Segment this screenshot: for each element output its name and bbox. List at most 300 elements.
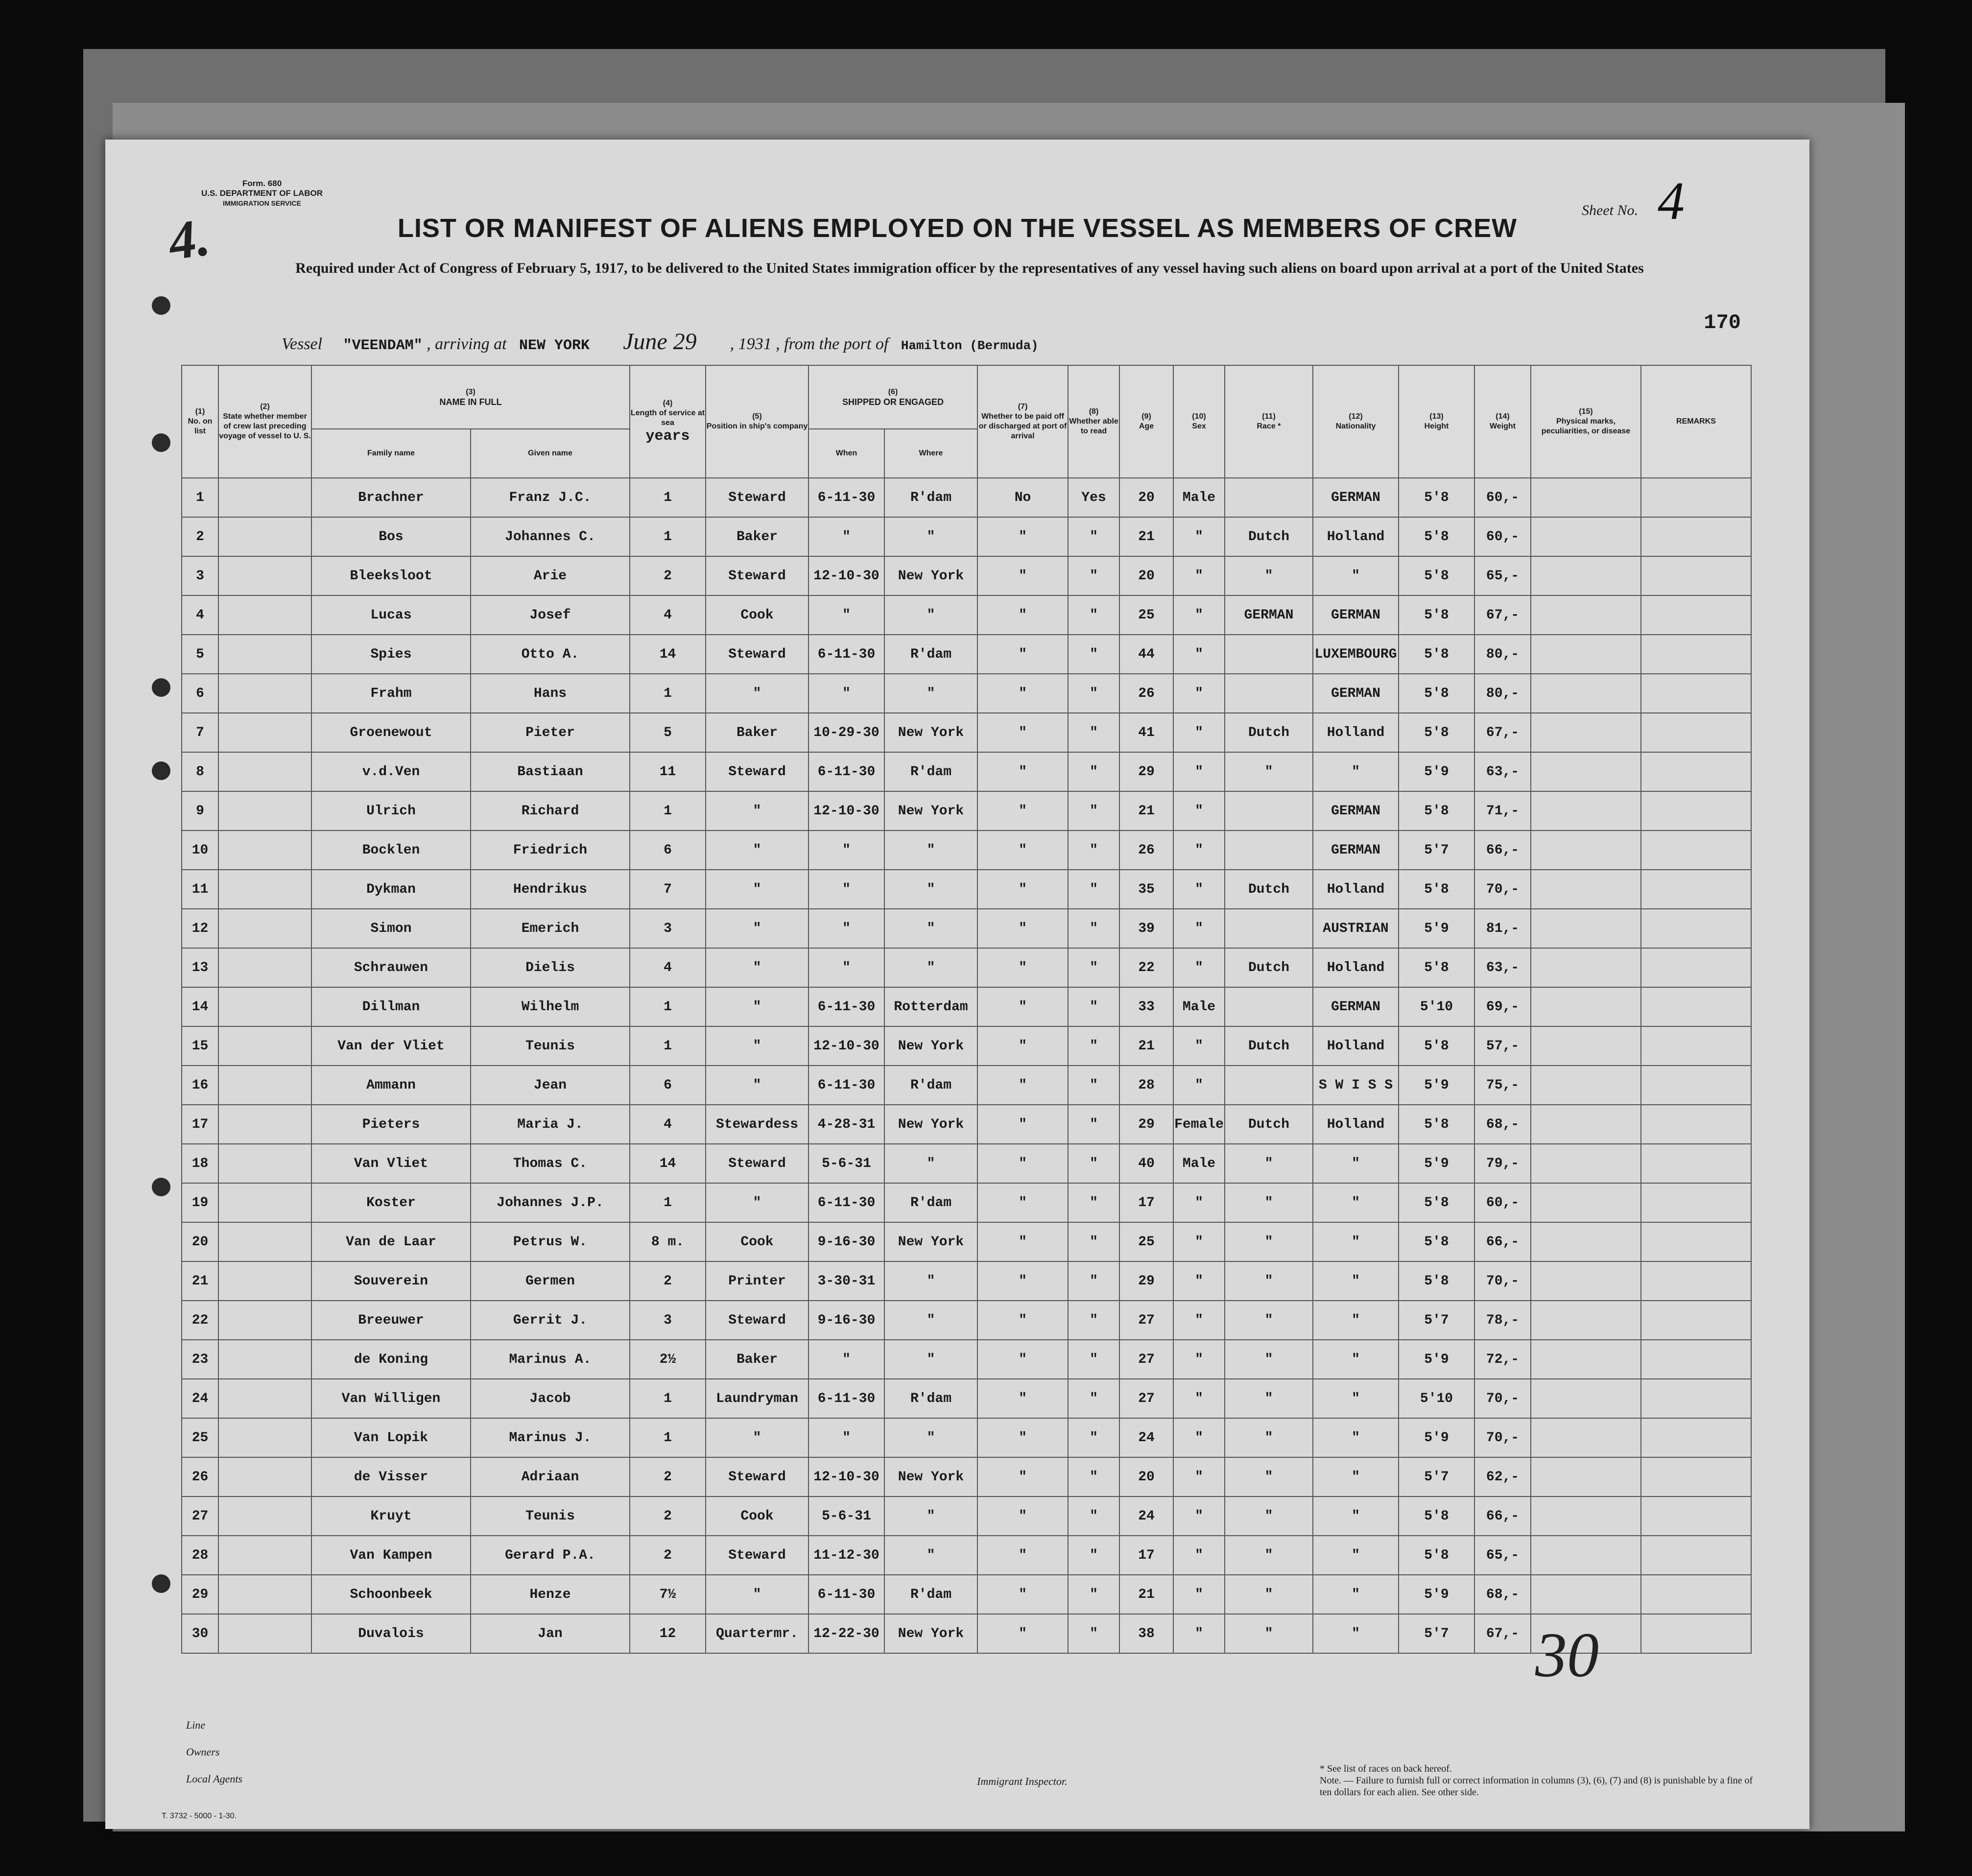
family-name: Ammann [311, 1066, 471, 1105]
remarks [1641, 1144, 1751, 1183]
nationality: " [1313, 1340, 1399, 1379]
physical-marks [1531, 1144, 1641, 1183]
able-to-read: " [1068, 1379, 1119, 1418]
able-to-read: " [1068, 870, 1119, 909]
shipped-where: New York [884, 1457, 977, 1496]
position: Printer [706, 1261, 808, 1301]
shipped-where: " [884, 1496, 977, 1536]
state-cell [218, 674, 311, 713]
position: " [706, 674, 808, 713]
physical-marks [1531, 1379, 1641, 1418]
weight: 72,- [1474, 1340, 1531, 1379]
service-years: 1 [630, 1183, 706, 1222]
position: Laundryman [706, 1379, 808, 1418]
race [1225, 478, 1313, 517]
row-number: 23 [182, 1340, 218, 1379]
age: 20 [1119, 478, 1173, 517]
footnotes [1320, 1763, 1760, 1798]
page-subtitle: Required under Act of Congress of February 5, 1917, to be delivered to the United States immigration officer by the representatives of any vessel having such aliens on board upon arrival at a port of the United States [295, 260, 1644, 276]
row-number: 12 [182, 909, 218, 948]
state-cell [218, 831, 311, 870]
shipped-where: " [884, 595, 977, 635]
shipped-when: 6-11-30 [808, 478, 884, 517]
remarks [1641, 478, 1751, 517]
position: " [706, 1418, 808, 1457]
col-header-remarks: REMARKS [1641, 365, 1751, 478]
table-row [182, 1026, 1751, 1066]
shipped-where: " [884, 517, 977, 556]
remarks [1641, 909, 1751, 948]
table-row [182, 1144, 1751, 1183]
table-row [182, 713, 1751, 752]
state-cell [218, 1418, 311, 1457]
weight: 69,- [1474, 987, 1531, 1026]
col-header-when: When [808, 429, 884, 478]
crew-manifest-table [181, 365, 1752, 1654]
race: " [1225, 1614, 1313, 1653]
position: " [706, 1026, 808, 1066]
able-to-read: " [1068, 909, 1119, 948]
punch-hole [152, 1178, 170, 1196]
race: Dutch [1225, 870, 1313, 909]
given-name: Hans [471, 674, 630, 713]
nationality: " [1313, 1575, 1399, 1614]
family-name: Dillman [311, 987, 471, 1026]
service-years: 2 [630, 556, 706, 595]
row-number: 28 [182, 1536, 218, 1575]
given-name: Gerard P.A. [471, 1536, 630, 1575]
family-name: Breeuwer [311, 1301, 471, 1340]
family-name: Ulrich [311, 791, 471, 831]
service-name: IMMIGRATION SERVICE [223, 199, 301, 207]
family-name: Souverein [311, 1261, 471, 1301]
sex: " [1173, 1418, 1225, 1457]
table-row [182, 909, 1751, 948]
shipped-where: " [884, 1144, 977, 1183]
col-header-weight: (14) Weight [1474, 365, 1531, 478]
height: 5'9 [1399, 752, 1474, 791]
remarks [1641, 1183, 1751, 1222]
nationality: Holland [1313, 1026, 1399, 1066]
able-to-read: " [1068, 1614, 1119, 1653]
sex: " [1173, 595, 1225, 635]
family-name: Bos [311, 517, 471, 556]
race [1225, 987, 1313, 1026]
state-cell [218, 635, 311, 674]
col-header-age: (9) Age [1119, 365, 1173, 478]
shipped-when: 6-11-30 [808, 1575, 884, 1614]
remarks [1641, 870, 1751, 909]
col-header-service: (4) Length of service at sea years [630, 365, 706, 478]
table-row [182, 831, 1751, 870]
able-to-read: " [1068, 1222, 1119, 1261]
position: Stewardess [706, 1105, 808, 1144]
state-cell [218, 909, 311, 948]
nationality: Holland [1313, 517, 1399, 556]
height: 5'9 [1399, 1575, 1474, 1614]
paid-off: " [977, 1457, 1068, 1496]
service-years: 5 [630, 713, 706, 752]
table-row [182, 987, 1751, 1026]
height: 5'8 [1399, 1496, 1474, 1536]
family-name: Duvalois [311, 1614, 471, 1653]
remarks [1641, 713, 1751, 752]
shipped-where: " [884, 1261, 977, 1301]
shipped-where: " [884, 1418, 977, 1457]
table-row [182, 870, 1751, 909]
shipped-where: New York [884, 556, 977, 595]
physical-marks [1531, 478, 1641, 517]
state-cell [218, 752, 311, 791]
paid-off: " [977, 713, 1068, 752]
service-years: 6 [630, 831, 706, 870]
col-header-nationality: (12) Nationality [1313, 365, 1399, 478]
physical-marks [1531, 948, 1641, 987]
remarks [1641, 1575, 1751, 1614]
height: 5'9 [1399, 1340, 1474, 1379]
page-title: LIST OR MANIFEST OF ALIENS EMPLOYED ON THE VESSEL AS MEMBERS OF CREW [397, 214, 1518, 243]
row-number: 9 [182, 791, 218, 831]
physical-marks [1531, 1340, 1641, 1379]
family-name: Bleeksloot [311, 556, 471, 595]
row-number: 6 [182, 674, 218, 713]
weight: 68,- [1474, 1575, 1531, 1614]
physical-marks [1531, 909, 1641, 948]
physical-marks [1531, 870, 1641, 909]
row-number: 26 [182, 1457, 218, 1496]
state-cell [218, 478, 311, 517]
nationality: LUXEMBOURG [1313, 635, 1399, 674]
given-name: Maria J. [471, 1105, 630, 1144]
paid-off: " [977, 1418, 1068, 1457]
given-name: Jacob [471, 1379, 630, 1418]
race: Dutch [1225, 1105, 1313, 1144]
col-header-physical: (15) Physical marks, peculiarities, or disease [1531, 365, 1641, 478]
remarks [1641, 1301, 1751, 1340]
state-cell [218, 1066, 311, 1105]
age: 21 [1119, 791, 1173, 831]
family-name: Bocklen [311, 831, 471, 870]
height: 5'7 [1399, 1614, 1474, 1653]
race: " [1225, 556, 1313, 595]
family-name: de Koning [311, 1340, 471, 1379]
paid-off: " [977, 1261, 1068, 1301]
given-name: Henze [471, 1575, 630, 1614]
family-name: v.d.Ven [311, 752, 471, 791]
shipped-when: 6-11-30 [808, 1379, 884, 1418]
race [1225, 635, 1313, 674]
position: Steward [706, 635, 808, 674]
position: Baker [706, 1340, 808, 1379]
physical-marks [1531, 713, 1641, 752]
given-name: Wilhelm [471, 987, 630, 1026]
row-number: 18 [182, 1144, 218, 1183]
paid-off: " [977, 909, 1068, 948]
table-row [182, 1496, 1751, 1536]
weight: 63,- [1474, 948, 1531, 987]
age: 33 [1119, 987, 1173, 1026]
shipped-where: Rotterdam [884, 987, 977, 1026]
arrival-year: , 1931 [730, 335, 772, 353]
paid-off: " [977, 1340, 1068, 1379]
physical-marks [1531, 1301, 1641, 1340]
row-number: 4 [182, 595, 218, 635]
row-number: 20 [182, 1222, 218, 1261]
state-cell [218, 1457, 311, 1496]
age: 29 [1119, 1105, 1173, 1144]
age: 29 [1119, 752, 1173, 791]
height: 5'8 [1399, 635, 1474, 674]
nationality: " [1313, 556, 1399, 595]
service-years: 1 [630, 674, 706, 713]
sex: " [1173, 870, 1225, 909]
position: Steward [706, 752, 808, 791]
service-years: 1 [630, 478, 706, 517]
shipped-when: 4-28-31 [808, 1105, 884, 1144]
able-to-read: " [1068, 1457, 1119, 1496]
col-header-state: (2) State whether member of crew last preceding voyage of vessel to U. S. [218, 365, 311, 478]
sex: " [1173, 1261, 1225, 1301]
height: 5'8 [1399, 1536, 1474, 1575]
able-to-read: " [1068, 595, 1119, 635]
service-years: 3 [630, 909, 706, 948]
sex: " [1173, 1340, 1225, 1379]
height: 5'8 [1399, 713, 1474, 752]
race: Dutch [1225, 517, 1313, 556]
shipped-when: 12-10-30 [808, 556, 884, 595]
able-to-read: " [1068, 635, 1119, 674]
weight: 70,- [1474, 870, 1531, 909]
able-to-read: " [1068, 1496, 1119, 1536]
physical-marks [1531, 1536, 1641, 1575]
weight: 66,- [1474, 831, 1531, 870]
height: 5'8 [1399, 1105, 1474, 1144]
shipped-where: " [884, 948, 977, 987]
age: 39 [1119, 909, 1173, 948]
paid-off: " [977, 635, 1068, 674]
shipped-when: " [808, 674, 884, 713]
race: " [1225, 1144, 1313, 1183]
race: " [1225, 1222, 1313, 1261]
remarks [1641, 1340, 1751, 1379]
age: 41 [1119, 713, 1173, 752]
race: " [1225, 1536, 1313, 1575]
age: 22 [1119, 948, 1173, 987]
table-row [182, 517, 1751, 556]
family-name: Pieters [311, 1105, 471, 1144]
service-years: 6 [630, 1066, 706, 1105]
given-name: Bastiaan [471, 752, 630, 791]
race [1225, 674, 1313, 713]
position: " [706, 987, 808, 1026]
col-header-shipped: (6) SHIPPED OR ENGAGED [808, 365, 977, 429]
nationality: GERMAN [1313, 478, 1399, 517]
service-years: 7½ [630, 1575, 706, 1614]
weight: 63,- [1474, 752, 1531, 791]
nationality: S W I S S [1313, 1066, 1399, 1105]
shipped-where: R'dam [884, 1575, 977, 1614]
punch-hole [152, 1574, 170, 1593]
height: 5'8 [1399, 870, 1474, 909]
able-to-read: " [1068, 1418, 1119, 1457]
physical-marks [1531, 1105, 1641, 1144]
table-row [182, 595, 1751, 635]
family-name: Van Lopik [311, 1418, 471, 1457]
form-number: Form. 680 [242, 179, 282, 188]
col-header-read: (8) Whether able to read [1068, 365, 1119, 478]
shipped-when: 5-6-31 [808, 1496, 884, 1536]
inspector-label: Immigrant Inspector. [977, 1775, 1068, 1787]
table-row [182, 1066, 1751, 1105]
service-years: 14 [630, 1144, 706, 1183]
row-number: 5 [182, 635, 218, 674]
shipped-where: New York [884, 713, 977, 752]
col-header-family-name: Family name [311, 429, 471, 478]
nationality: " [1313, 1261, 1399, 1301]
shipped-where: New York [884, 1614, 977, 1653]
race: " [1225, 1575, 1313, 1614]
position: " [706, 870, 808, 909]
able-to-read: " [1068, 1183, 1119, 1222]
able-to-read: " [1068, 1340, 1119, 1379]
print-code: T. 3732 - 5000 - 1-30. [162, 1812, 237, 1820]
table-row [182, 1536, 1751, 1575]
col-header-name: (3) NAME IN FULL [311, 365, 630, 429]
table-row [182, 1614, 1751, 1653]
row-number: 22 [182, 1301, 218, 1340]
shipped-where: New York [884, 1026, 977, 1066]
sex: " [1173, 909, 1225, 948]
footnote-races: * See list of races on back hereof. [1320, 1763, 1452, 1774]
sex: " [1173, 1457, 1225, 1496]
sex: Male [1173, 987, 1225, 1026]
family-name: Schrauwen [311, 948, 471, 987]
service-years: 1 [630, 1379, 706, 1418]
punch-hole [152, 433, 170, 452]
department-name: U.S. DEPARTMENT OF LABOR [201, 189, 323, 198]
state-cell [218, 1026, 311, 1066]
weight: 62,- [1474, 1457, 1531, 1496]
given-name: Thomas C. [471, 1144, 630, 1183]
height: 5'8 [1399, 1026, 1474, 1066]
remarks [1641, 1614, 1751, 1653]
weight: 70,- [1474, 1418, 1531, 1457]
sex: " [1173, 791, 1225, 831]
weight: 68,- [1474, 1105, 1531, 1144]
paid-off: " [977, 752, 1068, 791]
remarks [1641, 1457, 1751, 1496]
height: 5'8 [1399, 517, 1474, 556]
state-cell [218, 713, 311, 752]
shipped-where: " [884, 1301, 977, 1340]
position: Steward [706, 1144, 808, 1183]
position: Cook [706, 595, 808, 635]
family-name: Van Willigen [311, 1379, 471, 1418]
given-name: Pieter [471, 713, 630, 752]
row-number: 25 [182, 1418, 218, 1457]
given-name: Dielis [471, 948, 630, 987]
paid-off: No [977, 478, 1068, 517]
sex: " [1173, 1379, 1225, 1418]
service-years: 2½ [630, 1340, 706, 1379]
service-years: 2 [630, 1536, 706, 1575]
weight: 80,- [1474, 635, 1531, 674]
shipped-when: 9-16-30 [808, 1222, 884, 1261]
height: 5'8 [1399, 674, 1474, 713]
stamp-number: 170 [1704, 311, 1741, 334]
paid-off: " [977, 987, 1068, 1026]
able-to-read: " [1068, 948, 1119, 987]
weight: 81,- [1474, 909, 1531, 948]
manifest-sheet [105, 140, 1809, 1829]
position: Baker [706, 517, 808, 556]
age: 28 [1119, 1066, 1173, 1105]
table-row [182, 1575, 1751, 1614]
table-row [182, 1105, 1751, 1144]
able-to-read: " [1068, 1575, 1119, 1614]
state-cell [218, 791, 311, 831]
family-name: Groenewout [311, 713, 471, 752]
row-number: 19 [182, 1183, 218, 1222]
state-cell [218, 1261, 311, 1301]
race: " [1225, 1340, 1313, 1379]
physical-marks [1531, 1066, 1641, 1105]
sex: Female [1173, 1105, 1225, 1144]
weight: 60,- [1474, 478, 1531, 517]
nationality: " [1313, 1379, 1399, 1418]
race: " [1225, 1496, 1313, 1536]
arrival-date: June 29 [623, 329, 697, 355]
able-to-read: " [1068, 674, 1119, 713]
paid-off: " [977, 1144, 1068, 1183]
remarks [1641, 1261, 1751, 1301]
punch-hole [152, 761, 170, 780]
height: 5'8 [1399, 556, 1474, 595]
shipped-when: " [808, 948, 884, 987]
service-years: 3 [630, 1301, 706, 1340]
family-name: Van Kampen [311, 1536, 471, 1575]
age: 27 [1119, 1379, 1173, 1418]
state-cell [218, 1575, 311, 1614]
physical-marks [1531, 1418, 1641, 1457]
row-number: 1 [182, 478, 218, 517]
physical-marks [1531, 635, 1641, 674]
given-name: Marinus J. [471, 1418, 630, 1457]
shipped-when: 6-11-30 [808, 752, 884, 791]
given-name: Johannes C. [471, 517, 630, 556]
state-cell [218, 1301, 311, 1340]
position: Baker [706, 713, 808, 752]
sex: " [1173, 1066, 1225, 1105]
col-header-paid: (7) Whether to be paid off or discharged at port of arrival [977, 365, 1068, 478]
family-name: Van Vliet [311, 1144, 471, 1183]
weight: 67,- [1474, 1614, 1531, 1653]
service-years: 4 [630, 948, 706, 987]
family-name: Van der Vliet [311, 1026, 471, 1066]
age: 17 [1119, 1183, 1173, 1222]
height: 5'9 [1399, 1144, 1474, 1183]
state-cell [218, 1105, 311, 1144]
col-header-no: (1) No. on list [182, 365, 218, 478]
paid-off: " [977, 1575, 1068, 1614]
remarks [1641, 1105, 1751, 1144]
state-cell [218, 517, 311, 556]
physical-marks [1531, 556, 1641, 595]
age: 24 [1119, 1418, 1173, 1457]
table-row [182, 1457, 1751, 1496]
weight: 79,- [1474, 1144, 1531, 1183]
nationality: " [1313, 1301, 1399, 1340]
